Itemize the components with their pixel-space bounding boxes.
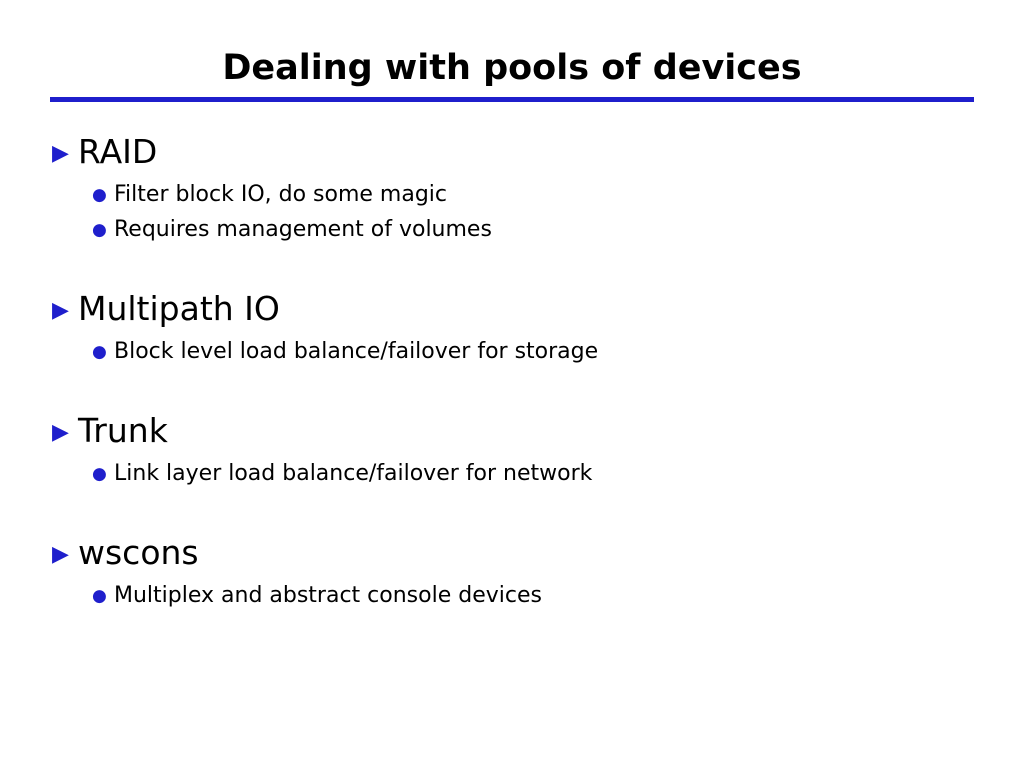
bullet-level1: [52, 531, 992, 577]
slide-content: [52, 130, 992, 631]
dot-bullet-icon: ●: [92, 220, 107, 240]
bullet-level1-label: wscons: [78, 533, 199, 572]
triangle-right-bullet-icon: ▶: [52, 542, 69, 567]
bullet-group: [52, 409, 992, 491]
spacer: [52, 265, 992, 287]
dot-bullet-icon: ●: [92, 586, 107, 606]
triangle-right-bullet-icon: ▶: [52, 298, 69, 323]
triangle-right-bullet-icon: ▶: [52, 141, 69, 166]
dot-bullet-icon: ●: [92, 185, 107, 205]
bullet-level1-label: RAID: [78, 132, 158, 171]
title-divider: [50, 97, 974, 102]
bullet-level2-label: Requires management of volumes: [114, 217, 492, 242]
bullet-level2: [92, 457, 992, 491]
bullet-level2: [92, 213, 992, 247]
bullet-level2-label: Link layer load balance/failover for network: [114, 461, 593, 486]
dot-bullet-icon: ●: [92, 342, 107, 362]
triangle-right-bullet-icon: ▶: [52, 420, 69, 445]
bullet-group: [52, 130, 992, 247]
bullet-level2: [92, 579, 992, 613]
spacer: [52, 509, 992, 531]
bullet-level2: [92, 335, 992, 369]
bullet-level2: [92, 178, 992, 212]
page-title: Dealing with pools of devices: [222, 48, 802, 88]
spacer: [52, 387, 992, 409]
bullet-level2-label: Block level load balance/failover for storage: [114, 339, 599, 364]
bullet-level2-label: Filter block IO, do some magic: [114, 182, 448, 207]
bullet-level1-label: Trunk: [78, 411, 168, 450]
bullet-level1: [52, 130, 992, 176]
bullet-level1: [52, 287, 992, 333]
bullet-level2-label: Multiplex and abstract console devices: [114, 583, 542, 608]
bullet-level1-label: Multipath IO: [78, 289, 280, 328]
bullet-level1: [52, 409, 992, 455]
bullet-group: [52, 287, 992, 369]
bullet-group: [52, 531, 992, 613]
dot-bullet-icon: ●: [92, 464, 107, 484]
